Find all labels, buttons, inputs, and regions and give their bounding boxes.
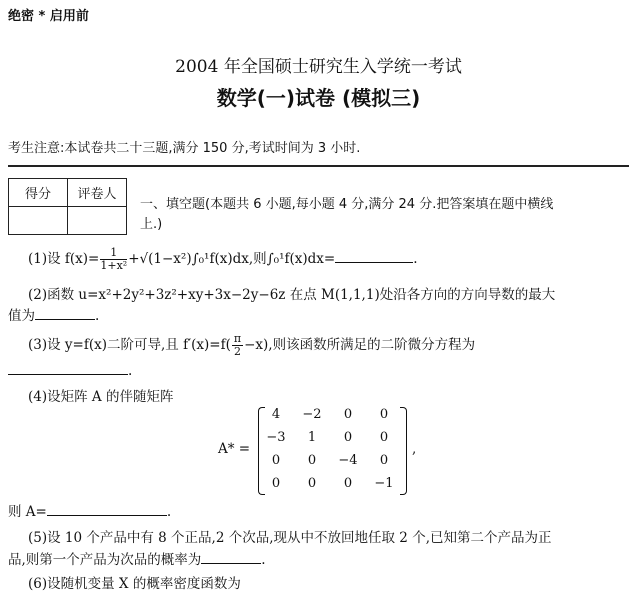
matrix-cell: −2 <box>302 407 322 422</box>
matrix-cell: −1 <box>374 476 394 491</box>
q3-answer-blank[interactable] <box>8 360 128 375</box>
question-2: (2)函数 u=x²+2y²+3z²+xy+3x−2y−6z 在点 M(1,1,1)处沿各方向的方向导数的最大 <box>28 287 556 303</box>
matrix-cell: 0 <box>307 476 317 491</box>
question-5-cont: 品,则第一个产品为次品的概率为 . <box>8 548 266 568</box>
matrix-cell: 0 <box>379 430 389 445</box>
question-6: (6)设随机变量 X 的概率密度函数为 <box>28 576 241 592</box>
matrix-cell: 0 <box>343 476 353 491</box>
question-5: (5)设 10 个产品中有 8 个正品,2 个次品,现从中不放回地任取 2 个,已知第二个产品为正 <box>28 530 552 546</box>
exam-title: 2004 年全国硕士研究生入学统一考试 <box>175 57 462 77</box>
q2-answer-blank[interactable] <box>35 305 95 320</box>
q4-answer-blank[interactable] <box>47 501 167 516</box>
matrix-cell: 0 <box>379 453 389 468</box>
matrix-label: A* = <box>218 441 251 457</box>
matrix-cell: 0 <box>271 476 281 491</box>
grader-header: 评卷人 <box>68 179 127 207</box>
question-4: (4)设矩阵 A 的伴随矩阵 <box>28 389 174 405</box>
score-table <box>8 178 127 235</box>
question-1: (1)设 f(x)= $\frac{1}{\text{1+x²}}$ +√(1−x²)∫₀¹f(x)dx,则∫₀¹f(x)dx= . <box>28 246 418 272</box>
q5-answer-blank[interactable] <box>201 549 261 564</box>
section-heading: 一、填空题(本题共 6 小题,每小题 4 分,满分 24 分.把答案填在题中横线 <box>140 197 554 212</box>
matrix-cell: −3 <box>266 430 286 445</box>
paper-title: 数学(一)试卷 (模拟三) <box>216 86 421 110</box>
matrix-comma: , <box>412 441 417 457</box>
q1-answer-blank[interactable] <box>335 248 413 263</box>
question-3: (3)设 y=f(x)二阶可导,且 f′(x)=f( $\frac{\pi}{2}$ −x),则该函数所满足的二阶微分方程为 <box>28 332 476 358</box>
question-4-answer: 则 A= . <box>8 500 171 520</box>
section-heading-cont: 上.) <box>140 217 163 232</box>
question-3-answer: . <box>8 360 132 379</box>
matrix-cell: 4 <box>271 407 281 422</box>
score-header: 得分 <box>9 179 68 207</box>
divider-line <box>8 165 629 167</box>
matrix-cell: 0 <box>307 453 317 468</box>
candidate-notice: 考生注意:本试卷共二十三题,满分 150 分,考试时间为 3 小时. <box>8 141 361 156</box>
matrix-cell: 0 <box>343 430 353 445</box>
q3-fraction: $\frac{\pi}{2}$ <box>233 332 242 358</box>
matrix-cell: 0 <box>271 453 281 468</box>
q1-fraction: $\frac{1}{\text{1+x²}}$ <box>100 246 128 272</box>
grader-cell <box>68 207 127 235</box>
matrix-cell: 1 <box>307 430 317 445</box>
matrix-cell: 0 <box>343 407 353 422</box>
score-cell <box>9 207 68 235</box>
question-2-cont: 值为 . <box>8 304 99 324</box>
matrix-cell: −4 <box>338 453 358 468</box>
confidential-label: 绝密 * 启用前 <box>8 9 89 24</box>
matrix-cell: 0 <box>379 407 389 422</box>
adjugate-matrix <box>258 403 402 495</box>
